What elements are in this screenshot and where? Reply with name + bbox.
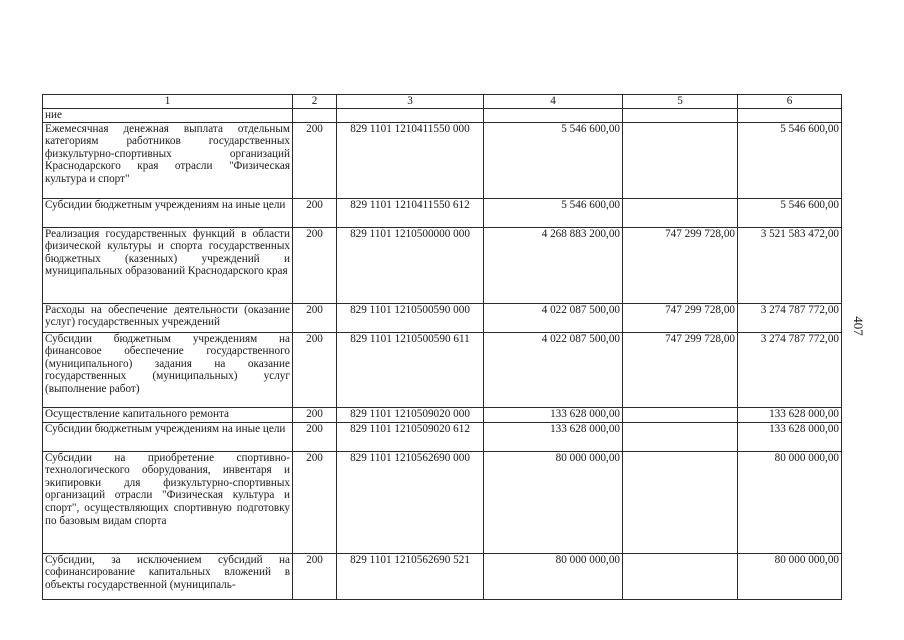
amount-col5 — [623, 122, 738, 198]
amount-total: 4 022 087 500,00 — [484, 303, 623, 332]
empty-cell — [337, 109, 484, 123]
amount-total: 80 000 000,00 — [484, 553, 623, 599]
amount-col5: 747 299 728,00 — [623, 303, 738, 332]
code-cell: 200 — [293, 407, 337, 422]
table-row — [43, 198, 842, 227]
classification-code: 829 1101 1210509020 000 — [337, 407, 484, 422]
amount-col6: 5 546 600,00 — [738, 198, 842, 227]
classification-code: 829 1101 1210411550 612 — [337, 198, 484, 227]
code-cell: 200 — [293, 422, 337, 451]
table-row — [43, 332, 842, 407]
column-number: 6 — [738, 95, 842, 109]
table-row — [43, 553, 842, 599]
amount-total: 133 628 000,00 — [484, 407, 623, 422]
amount-col5 — [623, 407, 738, 422]
table-row — [43, 227, 842, 303]
amount-col5 — [623, 198, 738, 227]
amount-col5 — [623, 553, 738, 599]
continuation-row — [43, 109, 842, 123]
code-cell: 200 — [293, 451, 337, 553]
column-number: 2 — [293, 95, 337, 109]
amount-col5: 747 299 728,00 — [623, 332, 738, 407]
column-number: 3 — [337, 95, 484, 109]
item-name: Субсидии на приобретение спортивно-технологического оборудования, инвентаря и экипировки для физкультурно-спортивных организаций отрасли "Физическая культура и спорт", осуществляющих спортивную подготовку по базовым видам спорта — [43, 451, 293, 553]
item-name: Ежемесячная денежная выплата отдельным категориям работников государственных физкультурно-спортивных организаций Краснодарского края отрасли "Физическая культура и спорт" — [43, 122, 293, 198]
code-cell: 200 — [293, 198, 337, 227]
amount-total: 5 546 600,00 — [484, 198, 623, 227]
table-row — [43, 407, 842, 422]
column-number: 4 — [484, 95, 623, 109]
amount-col6: 133 628 000,00 — [738, 407, 842, 422]
amount-col6: 3 274 787 772,00 — [738, 303, 842, 332]
amount-total: 4 022 087 500,00 — [484, 332, 623, 407]
table-row — [43, 451, 842, 553]
amount-col6: 80 000 000,00 — [738, 553, 842, 599]
amount-total: 80 000 000,00 — [484, 451, 623, 553]
item-name: Реализация государственных функций в области физической культуры и спорта государственных бюджетных (казенных) учреждений и муниципальных образований Краснодарского края — [43, 227, 293, 303]
amount-col5 — [623, 422, 738, 451]
classification-code: 829 1101 1210509020 612 — [337, 422, 484, 451]
column-number: 5 — [623, 95, 738, 109]
classification-code: 829 1101 1210562690 521 — [337, 553, 484, 599]
empty-cell — [738, 109, 842, 123]
classification-code: 829 1101 1210562690 000 — [337, 451, 484, 553]
table-row — [43, 122, 842, 198]
code-cell: 200 — [293, 227, 337, 303]
amount-col6: 80 000 000,00 — [738, 451, 842, 553]
amount-col5: 747 299 728,00 — [623, 227, 738, 303]
continuation-text: ние — [43, 109, 293, 123]
item-name: Расходы на обеспечение деятельности (оказание услуг) государственных учреждений — [43, 303, 293, 332]
code-cell: 200 — [293, 122, 337, 198]
amount-total: 133 628 000,00 — [484, 422, 623, 451]
classification-code: 829 1101 1210500590 611 — [337, 332, 484, 407]
empty-cell — [623, 109, 738, 123]
item-name: Субсидии бюджетным учреждениям на финансовое обеспечение государственного (муниципального) задания на оказание государственных (муниципальных) услуг (выполнение работ) — [43, 332, 293, 407]
code-cell: 200 — [293, 332, 337, 407]
amount-col6: 5 546 600,00 — [738, 122, 842, 198]
amount-col5 — [623, 451, 738, 553]
amount-total: 5 546 600,00 — [484, 122, 623, 198]
budget-table — [42, 94, 842, 600]
amount-col6: 3 274 787 772,00 — [738, 332, 842, 407]
amount-col6: 3 521 583 472,00 — [738, 227, 842, 303]
column-number-row — [43, 95, 842, 109]
classification-code: 829 1101 1210500000 000 — [337, 227, 484, 303]
classification-code: 829 1101 1210500590 000 — [337, 303, 484, 332]
table-row — [43, 422, 842, 451]
item-name: Субсидии бюджетным учреждениям на иные цели — [43, 198, 293, 227]
column-number: 1 — [43, 95, 293, 109]
item-name: Осуществление капитального ремонта — [43, 407, 293, 422]
empty-cell — [484, 109, 623, 123]
table-row — [43, 303, 842, 332]
code-cell: 200 — [293, 303, 337, 332]
classification-code: 829 1101 1210411550 000 — [337, 122, 484, 198]
amount-col6: 133 628 000,00 — [738, 422, 842, 451]
amount-total: 4 268 883 200,00 — [484, 227, 623, 303]
item-name: Субсидии, за исключением субсидий на софинансирование капитальных вложений в объекты государственной (муниципаль- — [43, 553, 293, 599]
item-name: Субсидии бюджетным учреждениям на иные цели — [43, 422, 293, 451]
code-cell: 200 — [293, 553, 337, 599]
page-number: 407 — [851, 316, 866, 336]
empty-cell — [293, 109, 337, 123]
